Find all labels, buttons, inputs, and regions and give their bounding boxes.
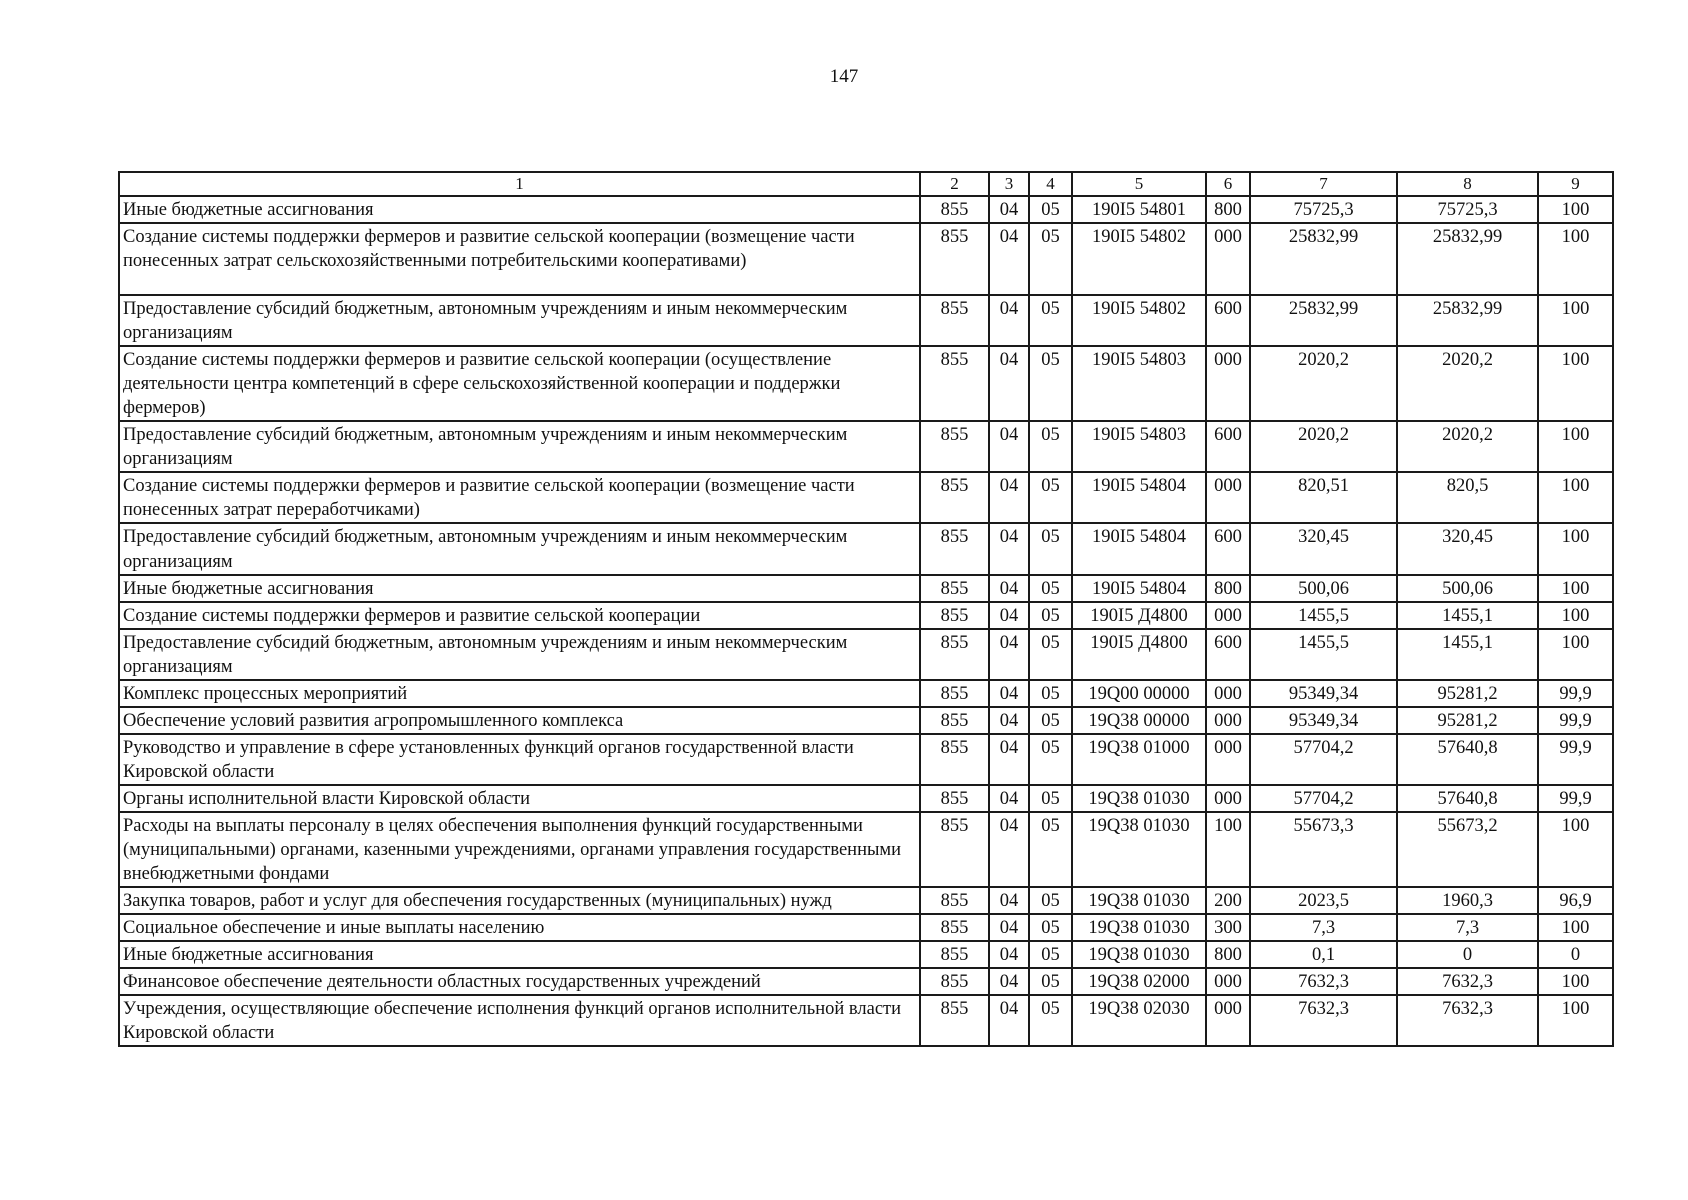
expense-type-cell: 200 <box>1206 887 1250 914</box>
section-cell: 04 <box>989 346 1029 421</box>
actual-amount-cell: 2020,2 <box>1397 346 1538 421</box>
row-name-cell: Расходы на выплаты персоналу в целях обеспечения выполнения функций государственными (муниципальными) органами, казенными учреждениями, органами управления государственными внебюджетными фондами <box>119 812 920 887</box>
subsection-cell: 05 <box>1029 472 1072 523</box>
percent-cell: 100 <box>1538 472 1613 523</box>
section-cell: 04 <box>989 196 1029 223</box>
planned-amount-cell: 25832,99 <box>1250 223 1397 295</box>
section-cell: 04 <box>989 968 1029 995</box>
table-row <box>119 602 1613 629</box>
table-body <box>119 196 1613 1046</box>
section-cell: 04 <box>989 887 1029 914</box>
subsection-cell: 05 <box>1029 629 1072 680</box>
budget-table <box>118 171 1614 1047</box>
section-cell: 04 <box>989 914 1029 941</box>
planned-amount-cell: 75725,3 <box>1250 196 1397 223</box>
section-cell: 04 <box>989 602 1029 629</box>
subsection-cell: 05 <box>1029 707 1072 734</box>
column-header: 9 <box>1538 172 1613 196</box>
actual-amount-cell: 7632,3 <box>1397 995 1538 1046</box>
percent-cell: 100 <box>1538 575 1613 602</box>
kbk-cell: 855 <box>920 602 989 629</box>
percent-cell: 100 <box>1538 223 1613 295</box>
target-article-cell: 19Q38 01030 <box>1072 914 1206 941</box>
percent-cell: 99,9 <box>1538 734 1613 785</box>
row-name-cell: Создание системы поддержки фермеров и развитие сельской кооперации (осуществление деятельности центра компетенций в сфере сельскохозяйственной кооперации и поддержки фермеров) <box>119 346 920 421</box>
section-cell: 04 <box>989 421 1029 472</box>
section-cell: 04 <box>989 734 1029 785</box>
table-row <box>119 812 1613 887</box>
target-article-cell: 19Q38 02030 <box>1072 995 1206 1046</box>
target-article-cell: 190I5 54801 <box>1072 196 1206 223</box>
planned-amount-cell: 25832,99 <box>1250 295 1397 346</box>
percent-cell: 100 <box>1538 346 1613 421</box>
expense-type-cell: 800 <box>1206 575 1250 602</box>
target-article-cell: 190I5 54802 <box>1072 223 1206 295</box>
column-header: 8 <box>1397 172 1538 196</box>
target-article-cell: 190I5 54804 <box>1072 523 1206 574</box>
row-name-cell: Иные бюджетные ассигнования <box>119 196 920 223</box>
expense-type-cell: 000 <box>1206 707 1250 734</box>
subsection-cell: 05 <box>1029 523 1072 574</box>
kbk-cell: 855 <box>920 523 989 574</box>
column-header: 5 <box>1072 172 1206 196</box>
actual-amount-cell: 7,3 <box>1397 914 1538 941</box>
actual-amount-cell: 320,45 <box>1397 523 1538 574</box>
kbk-cell: 855 <box>920 995 989 1046</box>
actual-amount-cell: 55673,2 <box>1397 812 1538 887</box>
expense-type-cell: 000 <box>1206 680 1250 707</box>
expense-type-cell: 000 <box>1206 785 1250 812</box>
kbk-cell: 855 <box>920 472 989 523</box>
row-name-cell: Учреждения, осуществляющие обеспечение исполнения функций органов исполнительной власти Кировской области <box>119 995 920 1046</box>
row-name-cell: Предоставление субсидий бюджетным, автономным учреждениям и иным некоммерческим организациям <box>119 629 920 680</box>
expense-type-cell: 300 <box>1206 914 1250 941</box>
kbk-cell: 855 <box>920 295 989 346</box>
table-row <box>119 887 1613 914</box>
table-row <box>119 523 1613 574</box>
table-row <box>119 223 1613 295</box>
table-row <box>119 995 1613 1046</box>
kbk-cell: 855 <box>920 914 989 941</box>
row-name-cell: Предоставление субсидий бюджетным, автономным учреждениям и иным некоммерческим организациям <box>119 295 920 346</box>
subsection-cell: 05 <box>1029 602 1072 629</box>
section-cell: 04 <box>989 575 1029 602</box>
actual-amount-cell: 25832,99 <box>1397 223 1538 295</box>
percent-cell: 99,9 <box>1538 680 1613 707</box>
planned-amount-cell: 1455,5 <box>1250 629 1397 680</box>
subsection-cell: 05 <box>1029 421 1072 472</box>
target-article-cell: 19Q38 01000 <box>1072 734 1206 785</box>
column-header: 6 <box>1206 172 1250 196</box>
target-article-cell: 190I5 Д4800 <box>1072 629 1206 680</box>
section-cell: 04 <box>989 941 1029 968</box>
kbk-cell: 855 <box>920 812 989 887</box>
actual-amount-cell: 0 <box>1397 941 1538 968</box>
percent-cell: 100 <box>1538 629 1613 680</box>
row-name-cell: Руководство и управление в сфере установленных функций органов государственной власти Кировской области <box>119 734 920 785</box>
row-name-cell: Создание системы поддержки фермеров и развитие сельской кооперации (возмещение части понесенных затрат переработчиками) <box>119 472 920 523</box>
expense-type-cell: 000 <box>1206 472 1250 523</box>
kbk-cell: 855 <box>920 941 989 968</box>
target-article-cell: 19Q38 01030 <box>1072 887 1206 914</box>
subsection-cell: 05 <box>1029 968 1072 995</box>
actual-amount-cell: 75725,3 <box>1397 196 1538 223</box>
target-article-cell: 19Q38 00000 <box>1072 707 1206 734</box>
subsection-cell: 05 <box>1029 887 1072 914</box>
column-header: 2 <box>920 172 989 196</box>
section-cell: 04 <box>989 680 1029 707</box>
expense-type-cell: 000 <box>1206 995 1250 1046</box>
target-article-cell: 190I5 54802 <box>1072 295 1206 346</box>
row-name-cell: Предоставление субсидий бюджетным, автономным учреждениям и иным некоммерческим организациям <box>119 421 920 472</box>
table-row <box>119 196 1613 223</box>
subsection-cell: 05 <box>1029 196 1072 223</box>
row-name-cell: Комплекс процессных мероприятий <box>119 680 920 707</box>
row-name-cell: Иные бюджетные ассигнования <box>119 941 920 968</box>
expense-type-cell: 600 <box>1206 523 1250 574</box>
column-header: 7 <box>1250 172 1397 196</box>
percent-cell: 0 <box>1538 941 1613 968</box>
actual-amount-cell: 25832,99 <box>1397 295 1538 346</box>
expense-type-cell: 600 <box>1206 629 1250 680</box>
section-cell: 04 <box>989 995 1029 1046</box>
target-article-cell: 190I5 Д4800 <box>1072 602 1206 629</box>
subsection-cell: 05 <box>1029 812 1072 887</box>
percent-cell: 100 <box>1538 812 1613 887</box>
column-header: 3 <box>989 172 1029 196</box>
expense-type-cell: 800 <box>1206 941 1250 968</box>
percent-cell: 100 <box>1538 914 1613 941</box>
kbk-cell: 855 <box>920 196 989 223</box>
percent-cell: 100 <box>1538 968 1613 995</box>
expense-type-cell: 000 <box>1206 223 1250 295</box>
table-row <box>119 295 1613 346</box>
actual-amount-cell: 95281,2 <box>1397 707 1538 734</box>
section-cell: 04 <box>989 295 1029 346</box>
planned-amount-cell: 7632,3 <box>1250 995 1397 1046</box>
table-row <box>119 785 1613 812</box>
kbk-cell: 855 <box>920 887 989 914</box>
kbk-cell: 855 <box>920 346 989 421</box>
kbk-cell: 855 <box>920 629 989 680</box>
kbk-cell: 855 <box>920 734 989 785</box>
section-cell: 04 <box>989 629 1029 680</box>
column-header: 4 <box>1029 172 1072 196</box>
subsection-cell: 05 <box>1029 785 1072 812</box>
actual-amount-cell: 57640,8 <box>1397 734 1538 785</box>
row-name-cell: Социальное обеспечение и иные выплаты населению <box>119 914 920 941</box>
row-name-cell: Обеспечение условий развития агропромышленного комплекса <box>119 707 920 734</box>
actual-amount-cell: 7632,3 <box>1397 968 1538 995</box>
kbk-cell: 855 <box>920 575 989 602</box>
row-name-cell: Создание системы поддержки фермеров и развитие сельской кооперации (возмещение части понесенных затрат сельскохозяйственными потребительскими кооперативами) <box>119 223 920 295</box>
column-header: 1 <box>119 172 920 196</box>
percent-cell: 100 <box>1538 995 1613 1046</box>
table-row <box>119 680 1613 707</box>
actual-amount-cell: 1455,1 <box>1397 602 1538 629</box>
planned-amount-cell: 7,3 <box>1250 914 1397 941</box>
actual-amount-cell: 2020,2 <box>1397 421 1538 472</box>
row-name-cell: Органы исполнительной власти Кировской области <box>119 785 920 812</box>
expense-type-cell: 000 <box>1206 734 1250 785</box>
target-article-cell: 19Q38 01030 <box>1072 785 1206 812</box>
target-article-cell: 190I5 54804 <box>1072 575 1206 602</box>
percent-cell: 99,9 <box>1538 785 1613 812</box>
section-cell: 04 <box>989 812 1029 887</box>
percent-cell: 100 <box>1538 295 1613 346</box>
section-cell: 04 <box>989 785 1029 812</box>
percent-cell: 99,9 <box>1538 707 1613 734</box>
table-row <box>119 421 1613 472</box>
page-number: 147 <box>829 66 859 87</box>
kbk-cell: 855 <box>920 707 989 734</box>
section-cell: 04 <box>989 523 1029 574</box>
subsection-cell: 05 <box>1029 223 1072 295</box>
subsection-cell: 05 <box>1029 734 1072 785</box>
planned-amount-cell: 7632,3 <box>1250 968 1397 995</box>
target-article-cell: 190I5 54804 <box>1072 472 1206 523</box>
expense-type-cell: 600 <box>1206 421 1250 472</box>
subsection-cell: 05 <box>1029 995 1072 1046</box>
target-article-cell: 19Q38 01030 <box>1072 812 1206 887</box>
planned-amount-cell: 500,06 <box>1250 575 1397 602</box>
expense-type-cell: 600 <box>1206 295 1250 346</box>
target-article-cell: 190I5 54803 <box>1072 421 1206 472</box>
subsection-cell: 05 <box>1029 680 1072 707</box>
target-article-cell: 190I5 54803 <box>1072 346 1206 421</box>
planned-amount-cell: 1455,5 <box>1250 602 1397 629</box>
row-name-cell: Создание системы поддержки фермеров и развитие сельской кооперации <box>119 602 920 629</box>
row-name-cell: Предоставление субсидий бюджетным, автономным учреждениям и иным некоммерческим организациям <box>119 523 920 574</box>
subsection-cell: 05 <box>1029 914 1072 941</box>
target-article-cell: 19Q38 02000 <box>1072 968 1206 995</box>
expense-type-cell: 000 <box>1206 968 1250 995</box>
planned-amount-cell: 55673,3 <box>1250 812 1397 887</box>
target-article-cell: 19Q00 00000 <box>1072 680 1206 707</box>
subsection-cell: 05 <box>1029 941 1072 968</box>
actual-amount-cell: 820,5 <box>1397 472 1538 523</box>
kbk-cell: 855 <box>920 680 989 707</box>
target-article-cell: 19Q38 01030 <box>1072 941 1206 968</box>
actual-amount-cell: 1960,3 <box>1397 887 1538 914</box>
expense-type-cell: 100 <box>1206 812 1250 887</box>
table-row <box>119 968 1613 995</box>
table-row <box>119 914 1613 941</box>
planned-amount-cell: 2020,2 <box>1250 346 1397 421</box>
percent-cell: 100 <box>1538 602 1613 629</box>
planned-amount-cell: 320,45 <box>1250 523 1397 574</box>
planned-amount-cell: 57704,2 <box>1250 734 1397 785</box>
section-cell: 04 <box>989 223 1029 295</box>
kbk-cell: 855 <box>920 223 989 295</box>
table-row <box>119 629 1613 680</box>
kbk-cell: 855 <box>920 421 989 472</box>
planned-amount-cell: 0,1 <box>1250 941 1397 968</box>
row-name-cell: Иные бюджетные ассигнования <box>119 575 920 602</box>
row-name-cell: Финансовое обеспечение деятельности областных государственных учреждений <box>119 968 920 995</box>
table-row <box>119 472 1613 523</box>
section-cell: 04 <box>989 472 1029 523</box>
kbk-cell: 855 <box>920 968 989 995</box>
actual-amount-cell: 57640,8 <box>1397 785 1538 812</box>
table-row <box>119 346 1613 421</box>
planned-amount-cell: 95349,34 <box>1250 707 1397 734</box>
planned-amount-cell: 2020,2 <box>1250 421 1397 472</box>
percent-cell: 100 <box>1538 523 1613 574</box>
table-row <box>119 734 1613 785</box>
table-row <box>119 707 1613 734</box>
percent-cell: 96,9 <box>1538 887 1613 914</box>
expense-type-cell: 000 <box>1206 602 1250 629</box>
kbk-cell: 855 <box>920 785 989 812</box>
actual-amount-cell: 500,06 <box>1397 575 1538 602</box>
percent-cell: 100 <box>1538 421 1613 472</box>
section-cell: 04 <box>989 707 1029 734</box>
percent-cell: 100 <box>1538 196 1613 223</box>
planned-amount-cell: 820,51 <box>1250 472 1397 523</box>
subsection-cell: 05 <box>1029 575 1072 602</box>
planned-amount-cell: 95349,34 <box>1250 680 1397 707</box>
expense-type-cell: 800 <box>1206 196 1250 223</box>
actual-amount-cell: 1455,1 <box>1397 629 1538 680</box>
planned-amount-cell: 57704,2 <box>1250 785 1397 812</box>
table-row <box>119 575 1613 602</box>
expense-type-cell: 000 <box>1206 346 1250 421</box>
header-row <box>119 172 1613 196</box>
actual-amount-cell: 95281,2 <box>1397 680 1538 707</box>
subsection-cell: 05 <box>1029 346 1072 421</box>
subsection-cell: 05 <box>1029 295 1072 346</box>
table-row <box>119 941 1613 968</box>
row-name-cell: Закупка товаров, работ и услуг для обеспечения государственных (муниципальных) нужд <box>119 887 920 914</box>
planned-amount-cell: 2023,5 <box>1250 887 1397 914</box>
